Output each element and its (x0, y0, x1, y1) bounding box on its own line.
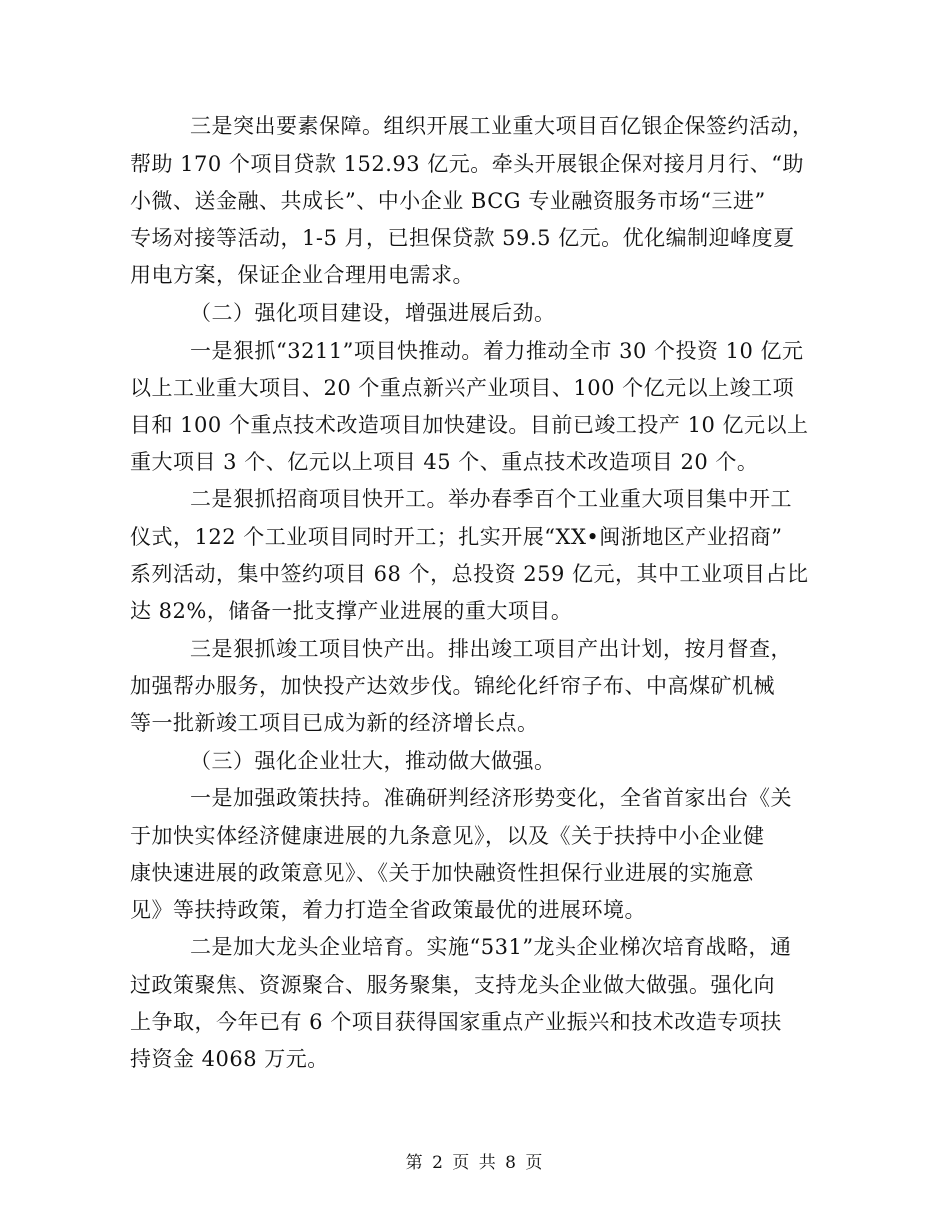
paragraph-line: 目和 100 个重点技术改造项目加快建设。目前已竣工投产 10 亿元以上 (130, 413, 809, 437)
section-heading: （二）强化项目建设，增强进展后劲。 (190, 301, 556, 325)
paragraph-line: 等一批新竣工项目已成为新的经济增长点。 (130, 711, 539, 735)
paragraph-line: 小微、送金融、共成长”、中小企业 BCG 专业融资服务市场“三进” (130, 189, 766, 213)
paragraph-line: 持资金 4068 万元。 (130, 1047, 329, 1071)
paragraph-line: 三是狠抓竣工项目快产出。排出竣工项目产出计划，按月督查， (190, 637, 792, 661)
paragraph-line: 达 82%，储备一批支撑产业进展的重大项目。 (130, 599, 573, 623)
paragraph-line: 见》等扶持政策，着力打造全省政策最优的进展环境。 (130, 898, 646, 922)
paragraph-line: 重大项目 3 个、亿元以上项目 45 个、重点技术改造项目 20 个。 (130, 450, 759, 474)
section-heading: （三）强化企业壮大，推动做大做强。 (190, 749, 556, 773)
paragraph-line: 仪式，122 个工业项目同时开工；扎实开展“XX•闽浙地区产业招商” (130, 525, 783, 549)
paragraph-line: 系列活动，集中签约项目 68 个，总投资 259 亿元，其中工业项目占比 (130, 562, 809, 586)
paragraph-line: 三是突出要素保障。组织开展工业重大项目百亿银企保签约活动， (190, 114, 814, 138)
paragraph-line: 于加快实体经济健康进展的九条意见》，以及《关于扶持中小企业健 (130, 824, 765, 848)
paragraph-line: 一是狠抓“3211”项目快推动。着力推动全市 30 个投资 10 亿元 (190, 339, 804, 363)
paragraph-line: 二是狠抓招商项目快开工。举办春季百个工业重大项目集中开工 (190, 487, 792, 511)
paragraph-line: 用电方案，保证企业合理用电需求。 (130, 263, 474, 287)
paragraph-line: 过政策聚焦、资源聚合、服务聚集，支持龙头企业做大做强。强化向 (130, 973, 775, 997)
paragraph-line: 二是加大龙头企业培育。实施“531”龙头企业梯次培育战略，通 (190, 935, 792, 959)
paragraph-line: 上争取，今年已有 6 个项目获得国家重点产业振兴和技术改造专项扶 (130, 1010, 782, 1034)
paragraph-line: 一是加强政策扶持。准确研判经济形势变化，全省首家出台《关 (190, 786, 792, 810)
paragraph-line: 以上工业重大项目、20 个重点新兴产业项目、100 个亿元以上竣工项 (130, 376, 795, 400)
paragraph-line: 帮助 170 个项目贷款 152.93 亿元。牵头开展银企保对接月月行、“助 (130, 152, 804, 176)
paragraph-line: 康快速进展的政策意见》、《关于加快融资性担保行业进展的实施意 (130, 861, 754, 885)
paragraph-line: 加强帮办服务，加快投产达效步伐。锦纶化纤帘子布、中高煤矿机械 (130, 674, 775, 698)
paragraph-line: 专场对接等活动，1-5 月，已担保贷款 59.5 亿元。优化编制迎峰度夏 (130, 226, 795, 250)
page-number-footer: 第 2 页 共 8 页 (405, 1153, 545, 1173)
